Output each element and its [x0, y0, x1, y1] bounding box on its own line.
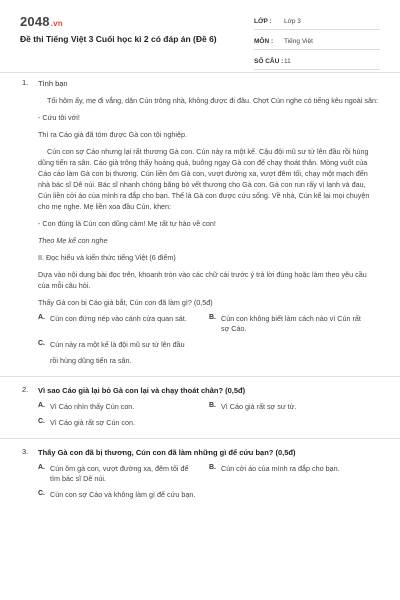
- section-heading: II. Đọc hiểu và kiến thức tiếng Việt (6 điểm): [38, 253, 176, 262]
- meta-count-row: [254, 54, 380, 70]
- option-letter: B.: [209, 314, 216, 321]
- answer-options: [38, 402, 380, 428]
- option-row: [38, 418, 380, 428]
- option-text: Cún ôm gà con, vượt đường xa, đêm tối để tìm bác sĩ Dê núi.: [50, 464, 189, 483]
- option-a[interactable]: [38, 464, 209, 484]
- option-letter: B.: [209, 402, 216, 409]
- option-row: [38, 464, 380, 484]
- passage-paragraph: Tối hôm ấy, mẹ đi vắng, dặn Cún trông nhà, không được đi đâu. Chợt Cún nghe có tiếng kêu ngoài sân:: [47, 96, 378, 105]
- page-header: [0, 0, 400, 66]
- option-c[interactable]: [38, 418, 210, 428]
- option-letter: A.: [38, 314, 45, 321]
- exam-meta: [254, 14, 380, 74]
- option-text: Cún cởi áo của mình ra đắp cho bạn.: [221, 464, 340, 473]
- option-letter: A.: [38, 402, 45, 409]
- question-2: [0, 385, 400, 428]
- option-text: Cún con không biết làm cách nào vì Cún rất sợ Cáo.: [221, 314, 361, 333]
- option-letter: C.: [38, 490, 45, 497]
- option-row: [38, 402, 380, 412]
- question-divider: [0, 438, 400, 439]
- meta-subject-label: MÔN :: [254, 38, 274, 45]
- logo-suffix: .vn: [50, 19, 63, 28]
- meta-class-label: LỚP :: [254, 18, 272, 25]
- meta-class-row: [254, 14, 380, 30]
- passage-paragraph: - Con đúng là Cún con dũng cảm! Mẹ rất tự hào về con!: [38, 219, 216, 228]
- meta-subject-row: [254, 34, 380, 50]
- meta-count-label: SỐ CÂU :: [254, 58, 284, 65]
- passage-source: Theo Mẹ kể con nghe: [38, 236, 108, 245]
- meta-subject-value: Tiếng Việt: [284, 38, 313, 45]
- exam-title: Đề thi Tiếng Việt 3 Cuối học kì 2 có đáp án (Đề 6): [20, 34, 217, 44]
- passage-paragraph: - Cứu tôi với!: [38, 113, 80, 122]
- question-text: Thấy Gà con đã bị thương, Cún con đã làm những gì để cứu bạn? (0,5đ): [38, 448, 296, 457]
- option-a[interactable]: [38, 402, 209, 412]
- option-letter: B.: [209, 464, 216, 471]
- passage-paragraph: Thì ra Cáo già đã tóm được Gà con tội nghiệp.: [38, 130, 187, 139]
- option-a[interactable]: [38, 314, 209, 334]
- option-text: Vì Cáo già rất sợ Cún con.: [50, 418, 136, 427]
- option-row: [38, 314, 380, 334]
- meta-count-value: 11: [284, 58, 291, 65]
- passage-paragraph: Cún con sợ Cáo nhưng lại rất thương Gà con. Cún nảy ra một kế. Cậu đội mũ sư tử lên đầu rồi hùng dũng tiến ra sân. Cáo già trông thấy hoảng quá, buông ngay Gà con để chạy thoát thân. Mòng vuốt của Cáo cào làm Gà con bị thương. Cún liền ôm Gà con, vượt đường xa, vượt đêm tối, chạy một mạch đến nhà bác sĩ Dê núi. Bác sĩ nhanh chóng băng bó vết thương cho Gà con. Gà con run rẩy vì lạnh và đau, Cún liền cởi áo của mình ra đắp cho bạn. Thế là Gà con được cứu sống. Về nhà, Cún kể lại mọi chuyện cho mẹ nghe. Mẹ liền xoa đầu Cún, khen:: [38, 147, 370, 211]
- option-letter: A.: [38, 464, 45, 471]
- option-letter: C.: [38, 340, 45, 347]
- option-c[interactable]: [38, 490, 210, 500]
- answer-options: [38, 464, 380, 500]
- exam-content: [0, 78, 400, 506]
- option-row: [38, 490, 380, 500]
- meta-class-value: Lớp 3: [284, 18, 301, 25]
- question-text: Thấy Gà con bị Cáo già bắt, Cún con đã làm gì? (0,5đ): [38, 298, 213, 307]
- question-text: Vì sao Cáo già lại bỏ Gà con lại và chạy thoát chân? (0,5đ): [38, 386, 246, 395]
- option-b[interactable]: [209, 464, 380, 484]
- option-text: Cún nảy ra một kế là đội mũ sư tử lên đầu: [50, 340, 185, 349]
- option-letter: C.: [38, 418, 45, 425]
- logo-text: 2048: [20, 14, 50, 29]
- question-3: [0, 447, 400, 500]
- option-text: Cún con sợ Cáo và không làm gì để cứu bạn.: [50, 490, 196, 499]
- passage-title: Tình bạn: [38, 79, 68, 88]
- question-number: 1.: [22, 78, 29, 87]
- site-logo[interactable]: [20, 14, 63, 29]
- question-number: 2.: [22, 385, 29, 394]
- option-b[interactable]: [209, 402, 380, 412]
- option-row: [38, 340, 380, 366]
- option-text: Vì Cáo nhìn thấy Cún con.: [50, 402, 135, 411]
- question-number: 3.: [22, 447, 29, 456]
- header-divider: [0, 72, 400, 73]
- question-1: [0, 78, 400, 366]
- option-text-continued: rồi hùng dũng tiến ra sân.: [50, 356, 132, 365]
- option-b[interactable]: [209, 314, 380, 334]
- option-text: Cún con đứng nép vào cánh cửa quan sát.: [50, 314, 187, 323]
- answer-options: [38, 314, 380, 366]
- instructions: Dựa vào nội dung bài đọc trên, khoanh tròn vào các chữ cái trước ý trả lời đúng hoặc làm theo yêu cầu của mỗi câu hỏi.: [38, 270, 367, 290]
- option-text: Vì Cáo già rất sợ sư tử.: [221, 402, 297, 411]
- option-c[interactable]: [38, 340, 378, 366]
- question-divider: [0, 376, 400, 377]
